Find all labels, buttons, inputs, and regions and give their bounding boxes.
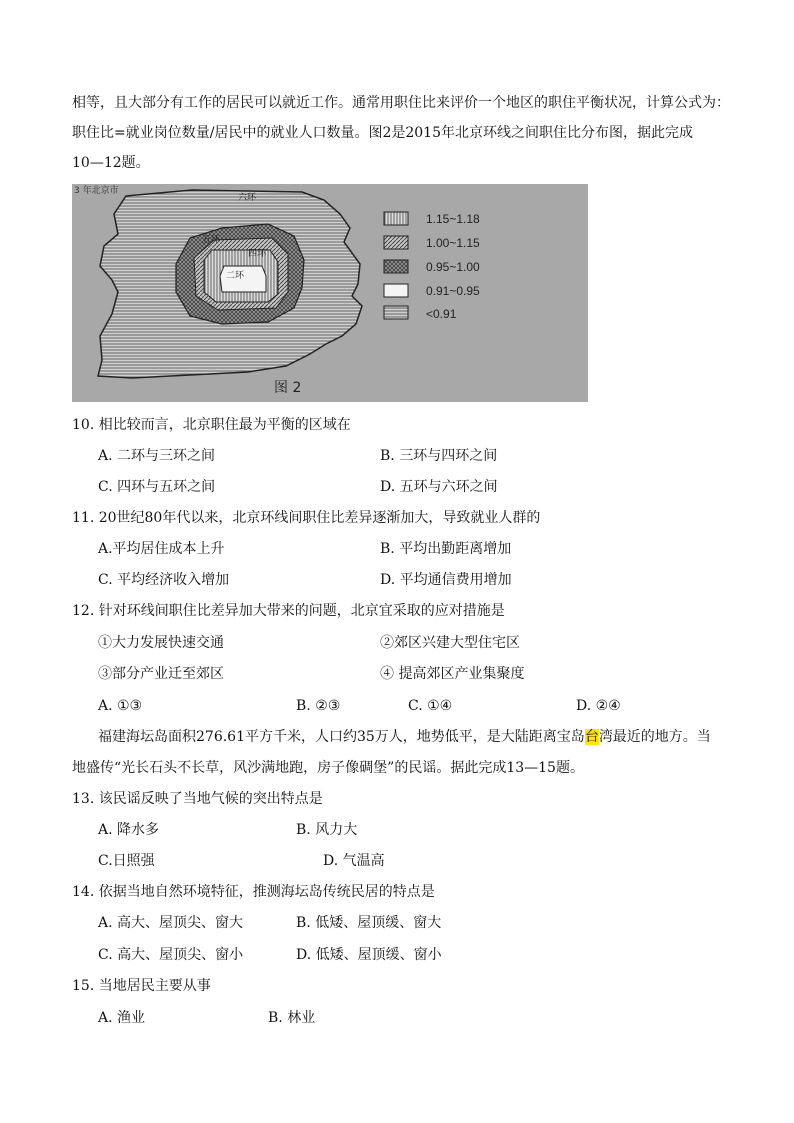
q12-option-a: A. ①③ xyxy=(98,698,143,714)
q11-option-d: D. 平均通信费用增加 xyxy=(380,572,512,588)
legend-label-2: 1.00~1.15 xyxy=(426,236,480,250)
q13-option-b: B. 风力大 xyxy=(296,822,358,838)
q11-option-b: B. 平均出勤距离增加 xyxy=(380,541,512,557)
figure-caption: 图 2 xyxy=(274,380,302,396)
figure-2-map xyxy=(72,184,588,402)
q10-option-d: D. 五环与六环之间 xyxy=(380,479,498,495)
ring4-label: 四环 xyxy=(248,249,267,259)
q14-option-d: D. 低矮、屋顶缓、窗小 xyxy=(296,947,442,963)
q12-statement-1: ①大力发展快速交通 xyxy=(98,635,224,651)
job-housing-ratio-map xyxy=(72,184,588,402)
legend-label-5: <0.91 xyxy=(426,307,457,321)
q11-option-a: A.平均居住成本上升 xyxy=(98,541,225,557)
q11-stem: 11. 20世纪80年代以来，北京环线间职住比差异逐渐加大，导致就业人群的 xyxy=(72,510,541,526)
q10-option-b: B. 三环与四环之间 xyxy=(380,448,498,464)
q12-stem: 12. 针对环线间职住比差异加大带来的问题，北京宜采取的应对措施是 xyxy=(72,603,505,619)
q13-option-a: A. 降水多 xyxy=(98,822,160,838)
intro-line-1: 相等，且大部分有工作的居民可以就近工作。通常用职住比来评价一个地区的职住平衡状况，计算公式为： xyxy=(72,95,730,111)
legend-label-3: 0.95~1.00 xyxy=(426,260,480,274)
ring6-label: 六环 xyxy=(238,193,257,203)
ring5-label: 五环 xyxy=(202,235,221,245)
q12-option-b: B. ②③ xyxy=(296,698,341,714)
q12-statement-3: ③部分产业迁至郊区 xyxy=(98,666,224,682)
q10-stem: 10. 相比较而言，北京职住最为平衡的区域在 xyxy=(72,417,351,433)
legend-swatch-3 xyxy=(384,260,408,273)
q14-option-c: C. 高大、屋顶尖、窗小 xyxy=(98,947,244,963)
intro-line-3: 10—12题。 xyxy=(72,155,150,171)
legend-swatch-2 xyxy=(384,236,408,249)
q10-option-a: A. 二环与三环之间 xyxy=(98,448,216,464)
figure-corner-text: 3 年北京市 xyxy=(74,186,119,196)
q12-statement-2: ②郊区兴建大型住宅区 xyxy=(380,635,520,651)
passage2-line-1-text: 福建海坛岛面积276.61平方千米，人口约35万人，地势低平，是大陆距离宝岛 xyxy=(98,729,585,745)
ring2-label: 二环 xyxy=(226,271,245,281)
q15-option-a: A. 渔业 xyxy=(98,1010,146,1026)
q13-option-c: C.日照强 xyxy=(98,853,155,869)
legend-swatch-4 xyxy=(384,284,408,297)
intro-line-2: 职住比=就业岗位数量/居民中的就业人口数量。图2是2015年北京环线之间职住比分布图，据此完成 xyxy=(72,125,693,141)
q14-option-a: A. 高大、屋顶尖、窗大 xyxy=(98,915,244,931)
q12-option-d: D. ②④ xyxy=(576,698,621,714)
q14-option-b: B. 低矮、屋顶缓、窗大 xyxy=(296,915,442,931)
q13-option-d: D. 气温高 xyxy=(323,853,385,869)
passage2-line-2: 地盛传“光长石头不长草，风沙满地跑，房子像碉堡”的民谣。据此完成13—15题。 xyxy=(72,760,584,776)
passage2-line-1-tail: 湾最近的地方。当 xyxy=(598,729,711,745)
q12-option-c: C. ①④ xyxy=(408,698,453,714)
legend-swatch-1 xyxy=(384,212,408,225)
q15-option-b: B. 林业 xyxy=(268,1010,316,1026)
q10-option-c: C. 四环与五环之间 xyxy=(98,479,216,495)
passage2-line-1 xyxy=(98,728,711,746)
q15-stem: 15. 当地居民主要从事 xyxy=(72,978,211,994)
legend-swatch-5 xyxy=(384,306,408,319)
legend-label-4: 0.91~0.95 xyxy=(426,284,480,298)
q14-stem: 14. 依据当地自然环境特征，推测海坛岛传统民居的特点是 xyxy=(72,884,435,900)
highlighted-character: 台 xyxy=(584,729,599,745)
q11-option-c: C. 平均经济收入增加 xyxy=(98,572,230,588)
q13-stem: 13. 该民谣反映了当地气候的突出特点是 xyxy=(72,791,323,807)
q12-statement-4: ④ 提高郊区产业集聚度 xyxy=(380,666,525,682)
legend-label-1: 1.15~1.18 xyxy=(426,212,480,226)
